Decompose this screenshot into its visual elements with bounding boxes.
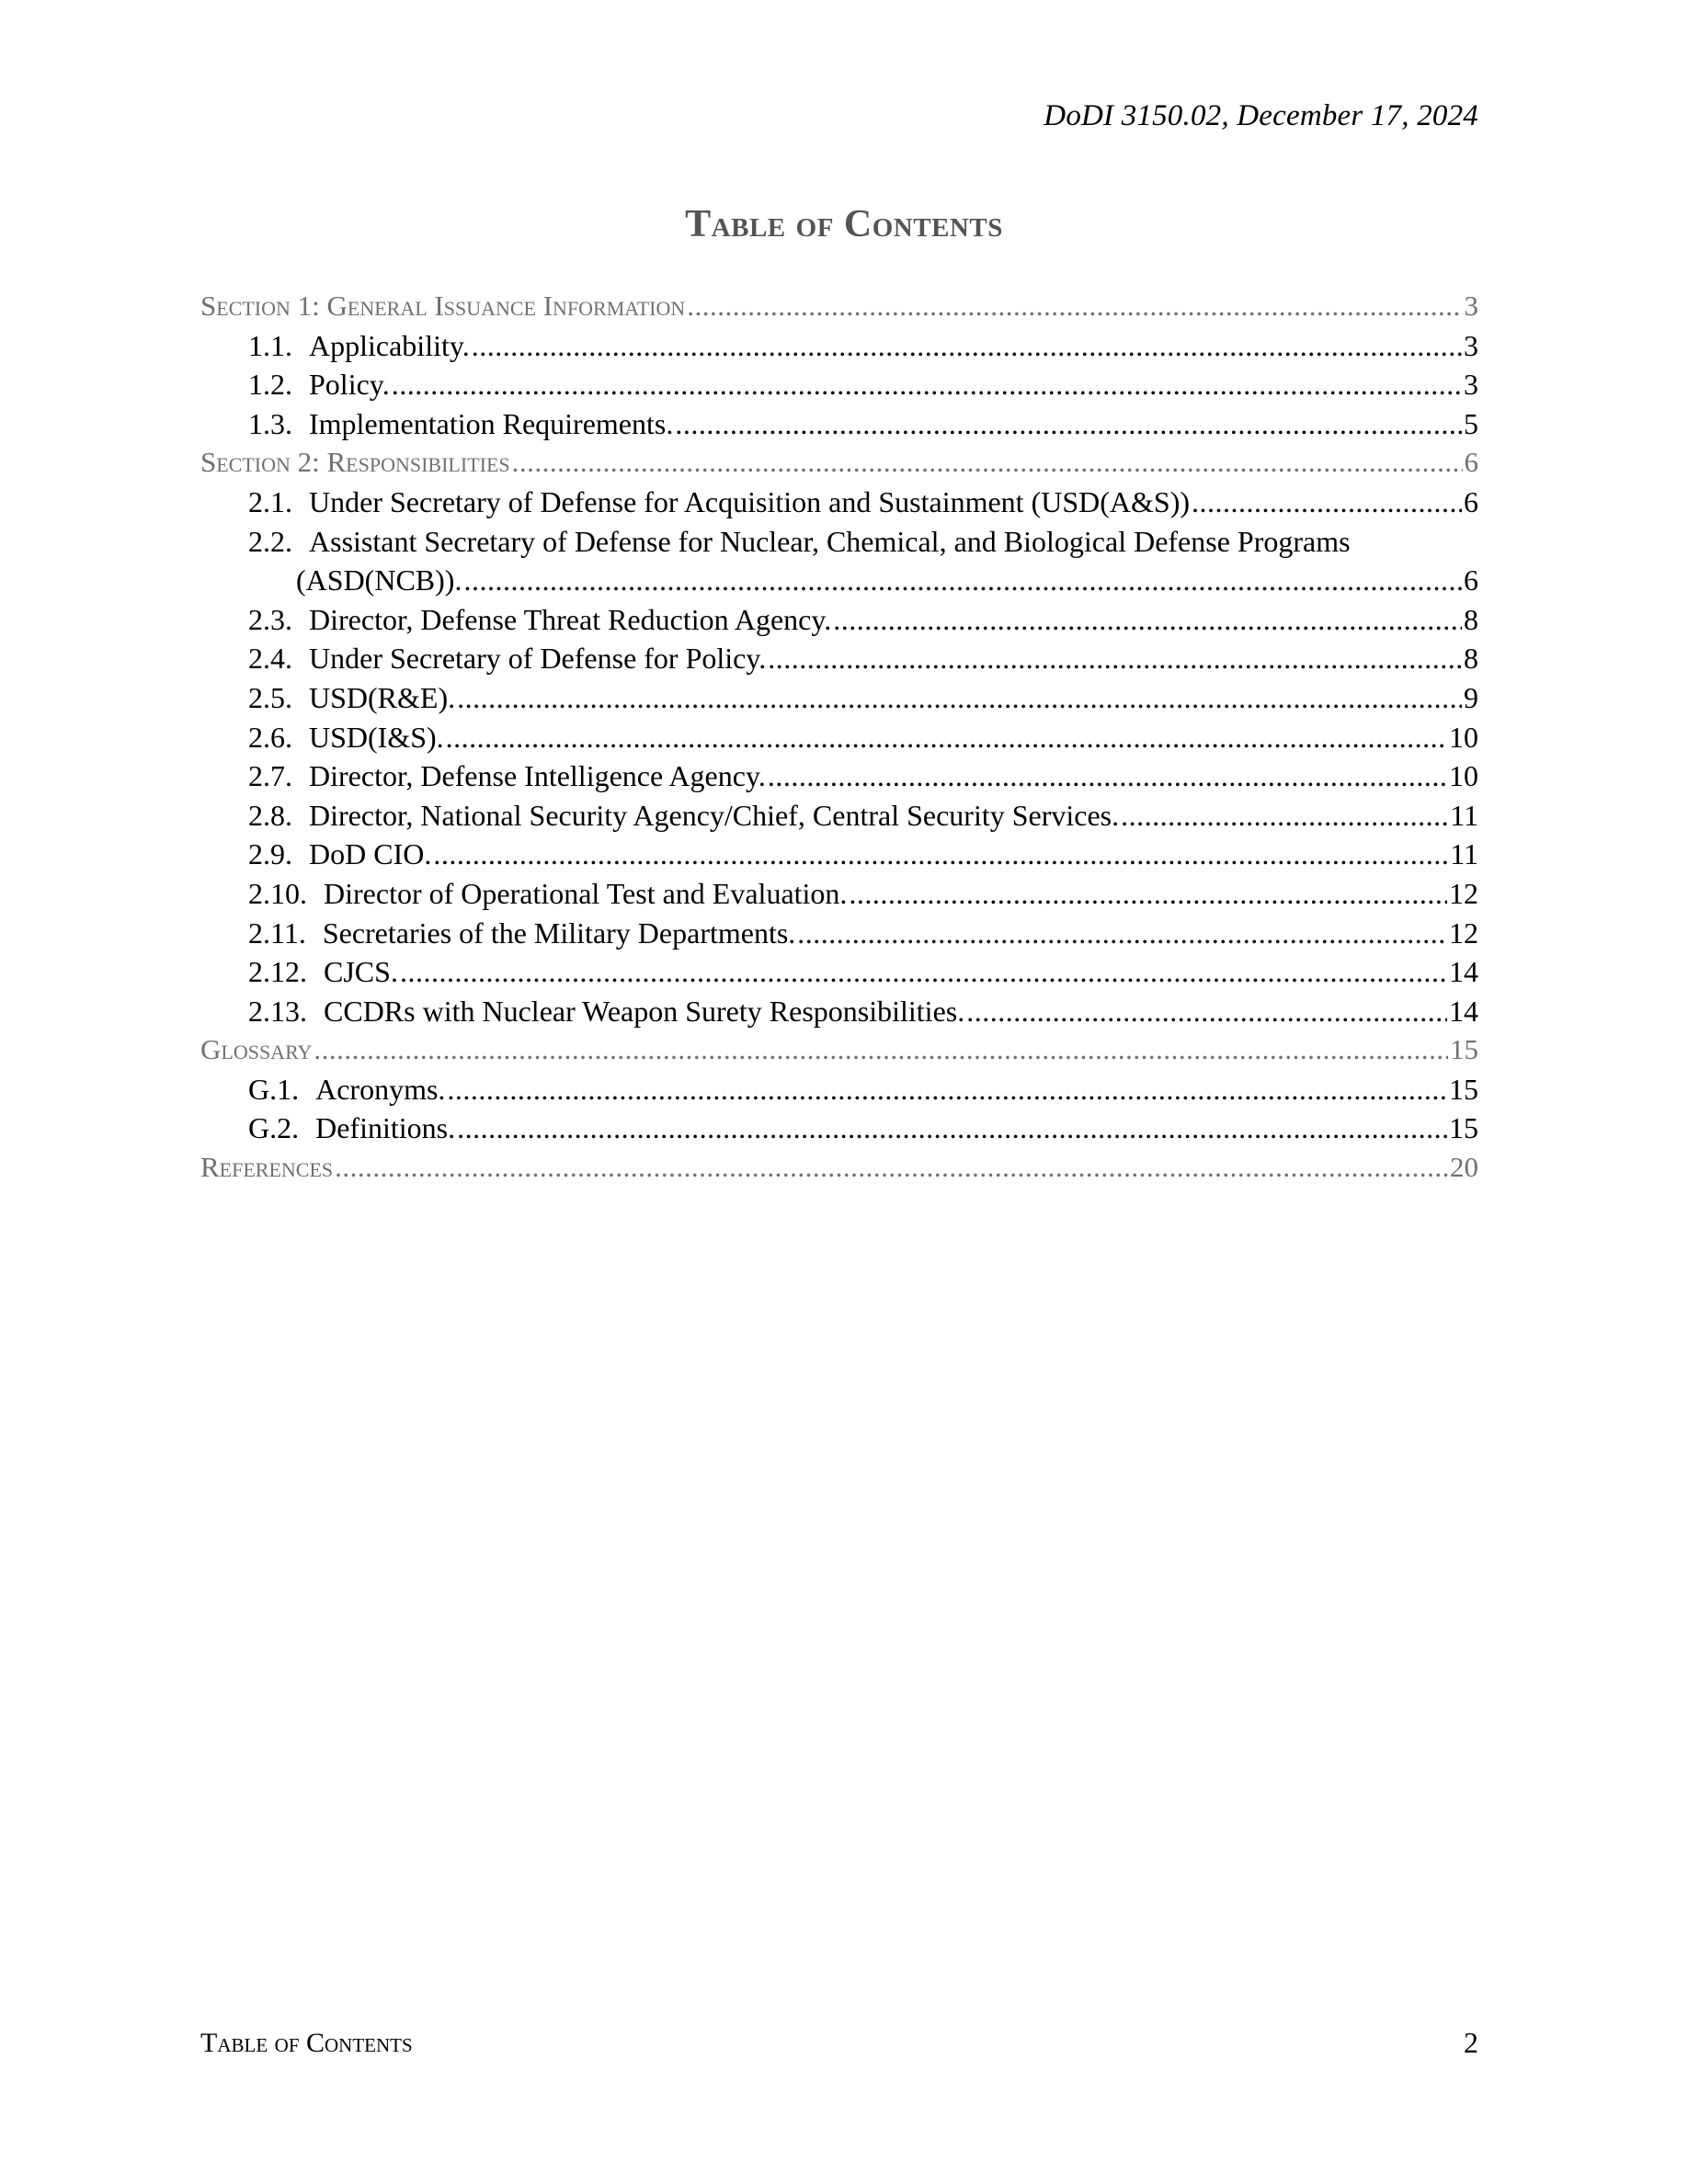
toc-page-number: 3 xyxy=(1464,368,1478,402)
toc-entry-2-6[interactable] xyxy=(200,718,1478,757)
toc-entry-2-2[interactable] xyxy=(200,522,1478,600)
toc-entry-2-9[interactable] xyxy=(200,835,1478,874)
toc-entry-label: Acronyms. xyxy=(315,1072,446,1106)
toc-section-1[interactable] xyxy=(200,287,1478,326)
toc-page-number: 6 xyxy=(1464,484,1478,518)
toc-entry-2-10[interactable] xyxy=(200,874,1478,914)
toc-entry-number: 1.2. xyxy=(248,368,292,402)
toc-entry-label: Secretaries of the Military Departments. xyxy=(322,916,796,950)
dot-leader xyxy=(687,287,1462,326)
toc-entry-label-line1: Assistant Secretary of Defense for Nuclear, Chemical, and Biological Defense Programs xyxy=(309,524,1351,558)
toc-entry-label: Under Secretary of Defense for Policy. xyxy=(309,642,767,676)
toc-page-number: 14 xyxy=(1449,955,1478,989)
toc-entry-1-2[interactable] xyxy=(200,365,1478,404)
dot-leader xyxy=(768,639,1462,678)
toc-entry-label: USD(I&S). xyxy=(309,720,444,754)
toc-page-number: 5 xyxy=(1464,406,1478,440)
toc-page-number: 9 xyxy=(1464,680,1478,714)
toc-entry-number: G.2. xyxy=(248,1111,300,1145)
toc-entry-2-8[interactable] xyxy=(200,796,1478,836)
toc-entry-number: 2.11. xyxy=(248,916,306,950)
running-footer-title: Table of Contents xyxy=(200,2028,413,2058)
toc-entry-label: Section 2: Responsibilities xyxy=(200,446,510,479)
toc-page-number: 12 xyxy=(1449,916,1478,950)
toc-entry-number: 2.2. xyxy=(248,524,292,558)
toc-entry-2-11[interactable] xyxy=(200,914,1478,953)
dot-leader xyxy=(457,678,1462,718)
toc-entry-label: Director, Defense Threat Reduction Agency. xyxy=(309,602,832,636)
toc-entry-2-5[interactable] xyxy=(200,678,1478,718)
dot-leader xyxy=(457,1109,1447,1148)
toc-page-number: 11 xyxy=(1450,837,1478,871)
dot-leader xyxy=(314,1030,1448,1070)
toc-entry-label: USD(R&E). xyxy=(309,680,456,714)
toc-entry-number: 2.7. xyxy=(248,759,292,793)
toc-entry-2-4[interactable] xyxy=(200,639,1478,678)
toc-entry-number: 2.6. xyxy=(248,720,292,754)
toc-entry-label: CJCS. xyxy=(324,955,398,989)
toc-page-number: 6 xyxy=(1464,563,1478,597)
dot-leader xyxy=(849,874,1447,914)
toc-entry-label: Implementation Requirements. xyxy=(309,406,674,440)
toc-entry-label: Director of Operational Test and Evaluation. xyxy=(324,876,848,910)
dot-leader xyxy=(447,1070,1447,1109)
dot-leader xyxy=(675,404,1462,444)
toc-entry-label: Under Secretary of Defense for Acquisition and Sustainment (USD(A&S)) xyxy=(309,484,1190,518)
toc-page-number: 3 xyxy=(1464,328,1478,362)
toc-entry-number: 2.1. xyxy=(248,484,292,518)
toc-entry-label: Policy. xyxy=(309,368,390,402)
toc-entry-label: Director, National Security Agency/Chief, Central Security Services. xyxy=(309,798,1120,832)
dot-leader xyxy=(797,914,1447,953)
toc-entry-label: Definitions. xyxy=(315,1111,456,1145)
dot-leader xyxy=(400,952,1447,992)
dot-leader xyxy=(1121,796,1448,836)
dot-leader xyxy=(833,600,1462,640)
running-header: DoDI 3150.02, December 17, 2024 xyxy=(1044,99,1478,132)
toc-entry-number: 2.13. xyxy=(248,994,307,1028)
dot-leader xyxy=(392,365,1462,404)
toc-page-number: 6 xyxy=(1464,446,1478,479)
toc-page-number: 3 xyxy=(1464,290,1478,322)
dot-leader xyxy=(1192,483,1462,522)
dot-leader xyxy=(463,561,1462,600)
page-number: 2 xyxy=(1464,2026,1478,2059)
dot-leader xyxy=(335,1148,1448,1188)
page-title: Table of Contents xyxy=(685,203,1003,245)
toc-entry-label: Director, Defense Intelligence Agency. xyxy=(309,759,766,793)
toc-entry-number: 1.3. xyxy=(248,406,292,440)
toc-page-number: 15 xyxy=(1450,1033,1478,1066)
toc-entry-label: CCDRs with Nuclear Weapon Surety Responsibilities. xyxy=(324,994,965,1028)
toc-page-number: 8 xyxy=(1464,642,1478,676)
toc-section-2[interactable] xyxy=(200,443,1478,483)
toc-entry-label: References xyxy=(200,1151,334,1184)
toc-entry-number: 2.5. xyxy=(248,680,292,714)
table-of-contents xyxy=(200,287,1478,1188)
toc-entry-label: DoD CIO. xyxy=(309,837,432,871)
toc-entry-1-1[interactable] xyxy=(200,326,1478,366)
toc-entry-2-1[interactable] xyxy=(200,483,1478,522)
toc-entry-1-3[interactable] xyxy=(200,404,1478,444)
toc-page-number: 11 xyxy=(1450,798,1478,832)
toc-entry-2-13[interactable] xyxy=(200,992,1478,1031)
toc-entry-number: 2.10. xyxy=(248,876,307,910)
dot-leader xyxy=(472,326,1462,366)
toc-entry-label: Glossary xyxy=(200,1033,313,1066)
toc-entry-number: 2.4. xyxy=(248,642,292,676)
toc-entry-number: 2.12. xyxy=(248,955,307,989)
toc-entry-label: Applicability. xyxy=(309,328,470,362)
toc-entry-number: 2.9. xyxy=(248,837,292,871)
toc-page-number: 20 xyxy=(1450,1151,1478,1184)
toc-entry-label-line2: (ASD(NCB)). xyxy=(296,563,462,597)
dot-leader xyxy=(966,992,1447,1031)
toc-entry-2-12[interactable] xyxy=(200,952,1478,992)
toc-page-number: 8 xyxy=(1464,602,1478,636)
toc-entry-2-7[interactable] xyxy=(200,756,1478,796)
toc-glossary[interactable] xyxy=(200,1030,1478,1070)
toc-page-number: 10 xyxy=(1449,720,1478,754)
toc-references[interactable] xyxy=(200,1148,1478,1188)
toc-page-number: 10 xyxy=(1449,759,1478,793)
toc-entry-label: Section 1: General Issuance Information xyxy=(200,290,686,322)
toc-entry-number: 2.8. xyxy=(248,798,292,832)
toc-entry-g-2[interactable] xyxy=(200,1109,1478,1148)
toc-entry-number: 2.3. xyxy=(248,602,292,636)
dot-leader xyxy=(768,756,1447,796)
toc-entry-number: 1.1. xyxy=(248,328,292,362)
toc-page-number: 14 xyxy=(1449,994,1478,1028)
dot-leader xyxy=(446,718,1447,757)
toc-page-number: 15 xyxy=(1449,1111,1478,1145)
toc-page-number: 12 xyxy=(1449,876,1478,910)
dot-leader xyxy=(433,835,1448,874)
dot-leader xyxy=(512,443,1463,483)
toc-entry-2-3[interactable] xyxy=(200,600,1478,640)
toc-page-number: 15 xyxy=(1449,1072,1478,1106)
toc-entry-g-1[interactable] xyxy=(200,1070,1478,1109)
toc-entry-number: G.1. xyxy=(248,1072,300,1106)
